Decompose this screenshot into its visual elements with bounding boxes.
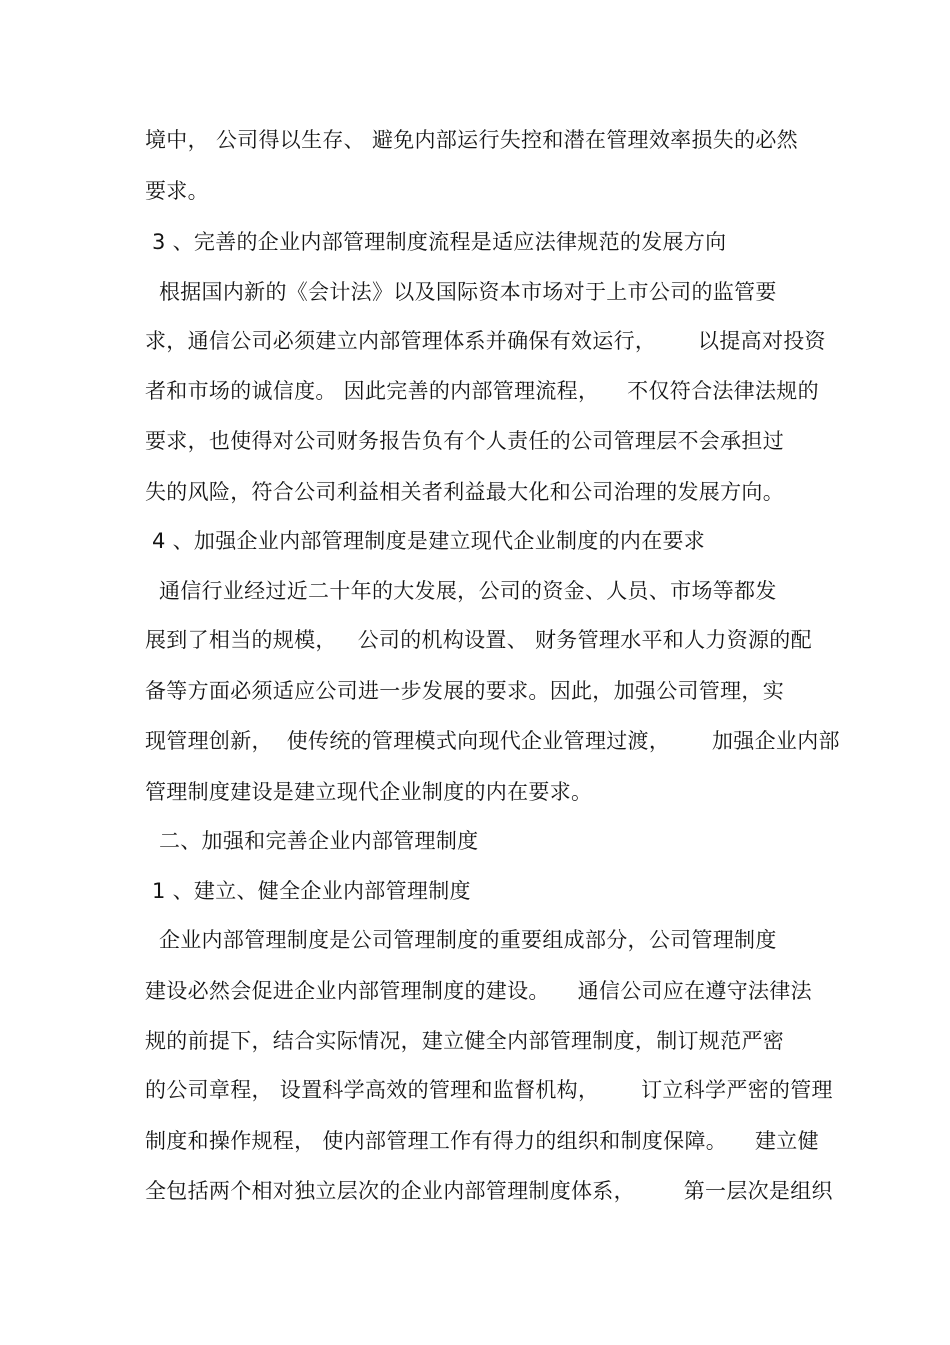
text-line: 制度和操作规程， 使内部管理工作有得力的组织和制度保障。 建立健	[145, 1129, 819, 1153]
text-line: 管理制度建设是建立现代企业制度的内在要求。	[145, 780, 593, 804]
text-line: 的公司章程， 设置科学高效的管理和监督机构， 订立科学严密的管理	[145, 1078, 833, 1102]
text-line: 境中， 公司得以生存、 避免内部运行失控和潜在管理效率损失的必然	[145, 128, 798, 152]
text-line: 通信行业经过近二十年的大发展，公司的资金、人员、市场等都发	[145, 579, 777, 603]
text-line: 要求。	[145, 179, 209, 203]
text-line: 求，通信公司必须建立内部管理体系并确保有效运行， 以提高对投资	[145, 329, 826, 353]
text-line: 根据国内新的《会计法》以及国际资本市场对于上市公司的监管要	[145, 280, 777, 304]
text-line: 备等方面必须适应公司进一步发展的要求。因此，加强公司管理，实	[145, 679, 784, 703]
section-heading: 二、加强和完善企业内部管理制度	[145, 829, 479, 853]
section-heading: 4 、加强企业内部管理制度是建立现代企业制度的内在要求	[145, 529, 706, 553]
section-heading: 1 、建立、健全企业内部管理制度	[145, 879, 471, 903]
text-line: 规的前提下，结合实际情况，建立健全内部管理制度，制订规范严密	[145, 1029, 784, 1053]
text-line: 要求，也使得对公司财务报告负有个人责任的公司管理层不会承担过	[145, 429, 784, 453]
text-line: 企业内部管理制度是公司管理制度的重要组成部分，公司管理制度	[145, 928, 777, 952]
text-line: 现管理创新， 使传统的管理模式向现代企业管理过渡， 加强企业内部	[145, 729, 840, 753]
text-line: 全包括两个相对独立层次的企业内部管理制度体系， 第一层次是组织	[145, 1179, 833, 1203]
text-line: 建设必然会促进企业内部管理制度的建设。 通信公司应在遵守法律法	[145, 979, 812, 1003]
text-line: 者和市场的诚信度。 因此完善的内部管理流程， 不仅符合法律法规的	[145, 379, 819, 403]
section-heading: 3 、完善的企业内部管理制度流程是适应法律规范的发展方向	[145, 230, 727, 254]
text-line: 失的风险，符合公司利益相关者利益最大化和公司治理的发展方向。	[145, 480, 784, 504]
text-line: 展到了相当的规模， 公司的机构设置、 财务管理水平和人力资源的配	[145, 628, 812, 652]
